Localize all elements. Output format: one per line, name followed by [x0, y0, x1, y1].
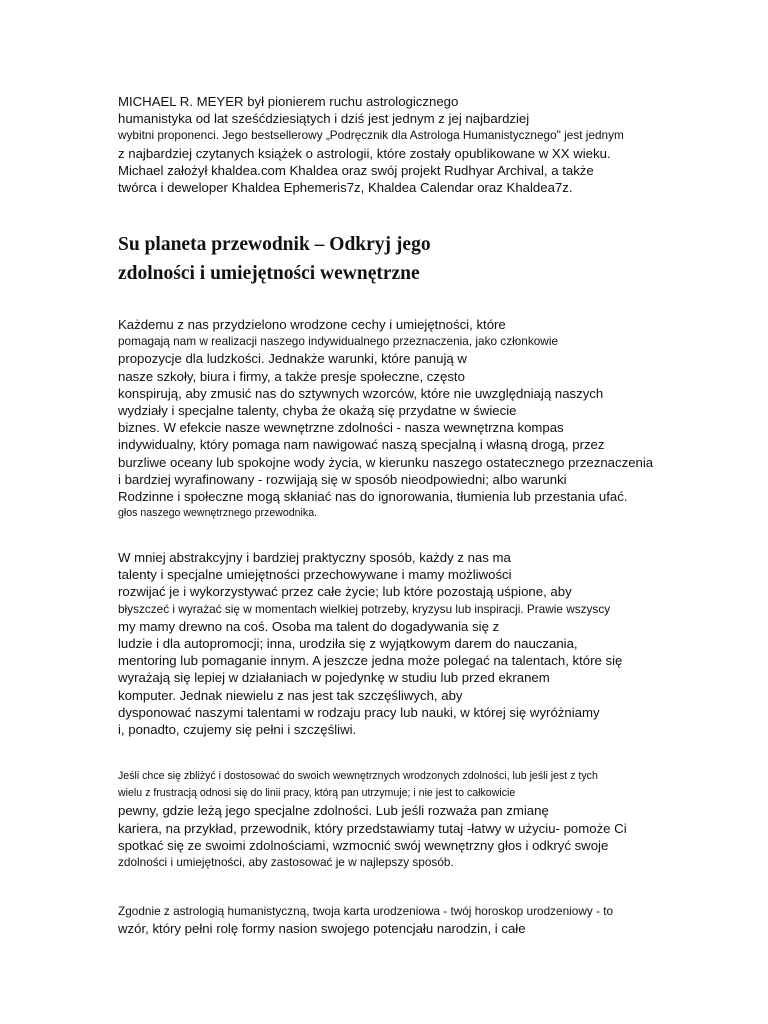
text-line: Zgodnie z astrologią humanistyczną, twoja karta urodzeniowa - twój horoskop urodzeniowy - to [118, 904, 614, 918]
body-paragraph-4 [118, 903, 613, 937]
text-line: wybitni proponenci. Jego bestsellerowy „Podręcznik dla Astrologa Humanistycznego" jest jednym [118, 128, 624, 143]
text-line: wielu z frustracją odnosi się do linii pracy, którą pan utrzymuje; i nie jest to całkowicie [118, 787, 516, 800]
text-line: W mniej abstrakcyjny i bardziej praktyczny sposób, każdy z nas ma [118, 550, 511, 565]
text-line: pomagają nam w realizacji naszego indywidualnego przeznaczenia, jako członkowie [118, 334, 559, 349]
text-line: konspirują, aby zmusić nas do sztywnych wzorców, które nie uwzględniają naszych [118, 385, 604, 401]
text-line: mentoring lub pomaganie innym. A jeszcze jedna może polegać na talentach, które się [118, 653, 623, 669]
author-bio-paragraph [118, 93, 624, 196]
text-line: zdolności i umiejętności, aby zastosować je w najlepszy sposób. [118, 855, 454, 870]
text-line: my mamy drewno na coś. Osoba ma talent do dogadywania się z [118, 618, 500, 634]
heading-line: Su planeta przewodnik – Odkryj jego [118, 234, 431, 255]
text-line: Michael założył khaldea.com Khaldea oraz swój projekt Rudhyar Archival, a także [118, 162, 594, 178]
text-line: ludzie i dla autopromocji; inna, urodziła się z wyjątkowym darem do nauczania, [118, 636, 578, 652]
text-line: humanistyka od lat sześćdziesiątych i dziś jest jednym z jej najbardziej [118, 111, 530, 127]
text-line: i, ponadto, czujemy się pełni i szczęśliwi. [118, 722, 357, 738]
text-line: wzór, który pełni rolę formy nasion swojego potencjału narodzin, i całe [118, 921, 526, 937]
text-line: Jeśli chce się zbliżyć i dostosować do swoich wewnętrznych wrodzonych zdolności, lub jeśli jest z tych [118, 770, 598, 782]
text-line: burzliwe oceany lub spokojne wody życia, w kierunku naszego ostatecznego przeznaczenia [118, 454, 654, 470]
text-line: nasze szkoły, biura i firmy, a także presje społeczne, często [118, 368, 465, 384]
text-line: indywidualny, który pomaga nam nawigować naszą specjalną i własną drogą, przez [118, 437, 605, 453]
text-line: i bardziej wyrafinowany - rozwijają się w sposób nieodpowiedni; albo warunki [118, 471, 567, 487]
body-paragraph-2 [118, 549, 622, 738]
text-line: głos naszego wewnętrznego przewodnika. [118, 507, 318, 520]
text-line: talenty i specjalne umiejętności przechowywane i mamy możliwości [118, 567, 512, 583]
text-line: komputer. Jednak niewielu z nas jest tak szczęśliwych, aby [118, 687, 463, 703]
text-line: rozwijać je i wykorzystywać przez całe życie; lub które pozostają uśpione, aby [118, 584, 572, 600]
text-line: wyrażają się lepiej w działaniach w pojedynkę w studiu lub przed ekranem [118, 670, 550, 686]
text-line: Rodzinne i społeczne mogą skłaniać nas do ignorowania, tłumienia lub przestania ufać. [118, 489, 628, 505]
text-line: biznes. W efekcie nasze wewnętrzne zdolności - nasza wewnętrzna kompas [118, 420, 564, 436]
body-paragraph-3 [118, 768, 627, 871]
text-line: MICHAEL R. MEYER był pionierem ruchu astrologicznego [118, 94, 459, 109]
heading-line: zdolności i umiejętności wewnętrzne [118, 263, 420, 284]
text-line: błyszczeć i wyrażać się w momentach wielkiej potrzeby, kryzysu lub inspiracji. Prawie wszyscy [118, 601, 611, 616]
body-paragraph-1 [118, 316, 653, 522]
text-line: z najbardziej czytanych książek o astrologii, które zostały opublikowane w XX wieku. [118, 145, 611, 161]
text-line: pewny, gdzie leżą jego specjalne zdolności. Lub jeśli rozważa pan zmianę [118, 803, 549, 819]
text-line: twórca i deweloper Khaldea Ephemeris7z, Khaldea Calendar oraz Khaldea7z. [118, 180, 573, 196]
text-line: spotkać się ze swoimi zdolnościami, wzmocnić swój wewnętrzny głos i odkryć swoje [118, 837, 609, 853]
text-line: Każdemu z nas przydzielono wrodzone cechy i umiejętności, które [118, 317, 506, 332]
text-line: kariera, na przykład, przewodnik, który przedstawiamy tutaj -łatwy w użyciu- pomoże Ci [118, 820, 627, 836]
text-line: dysponować naszymi talentami w rodzaju pracy lub nauki, w której się wyróżniamy [118, 704, 600, 720]
text-line: wydziały i specjalne talenty, chyba że okażą się przydatne w świecie [118, 403, 517, 419]
section-heading [118, 230, 431, 288]
text-line: propozycje dla ludzkości. Jednakże warunki, które panują w [118, 351, 467, 367]
